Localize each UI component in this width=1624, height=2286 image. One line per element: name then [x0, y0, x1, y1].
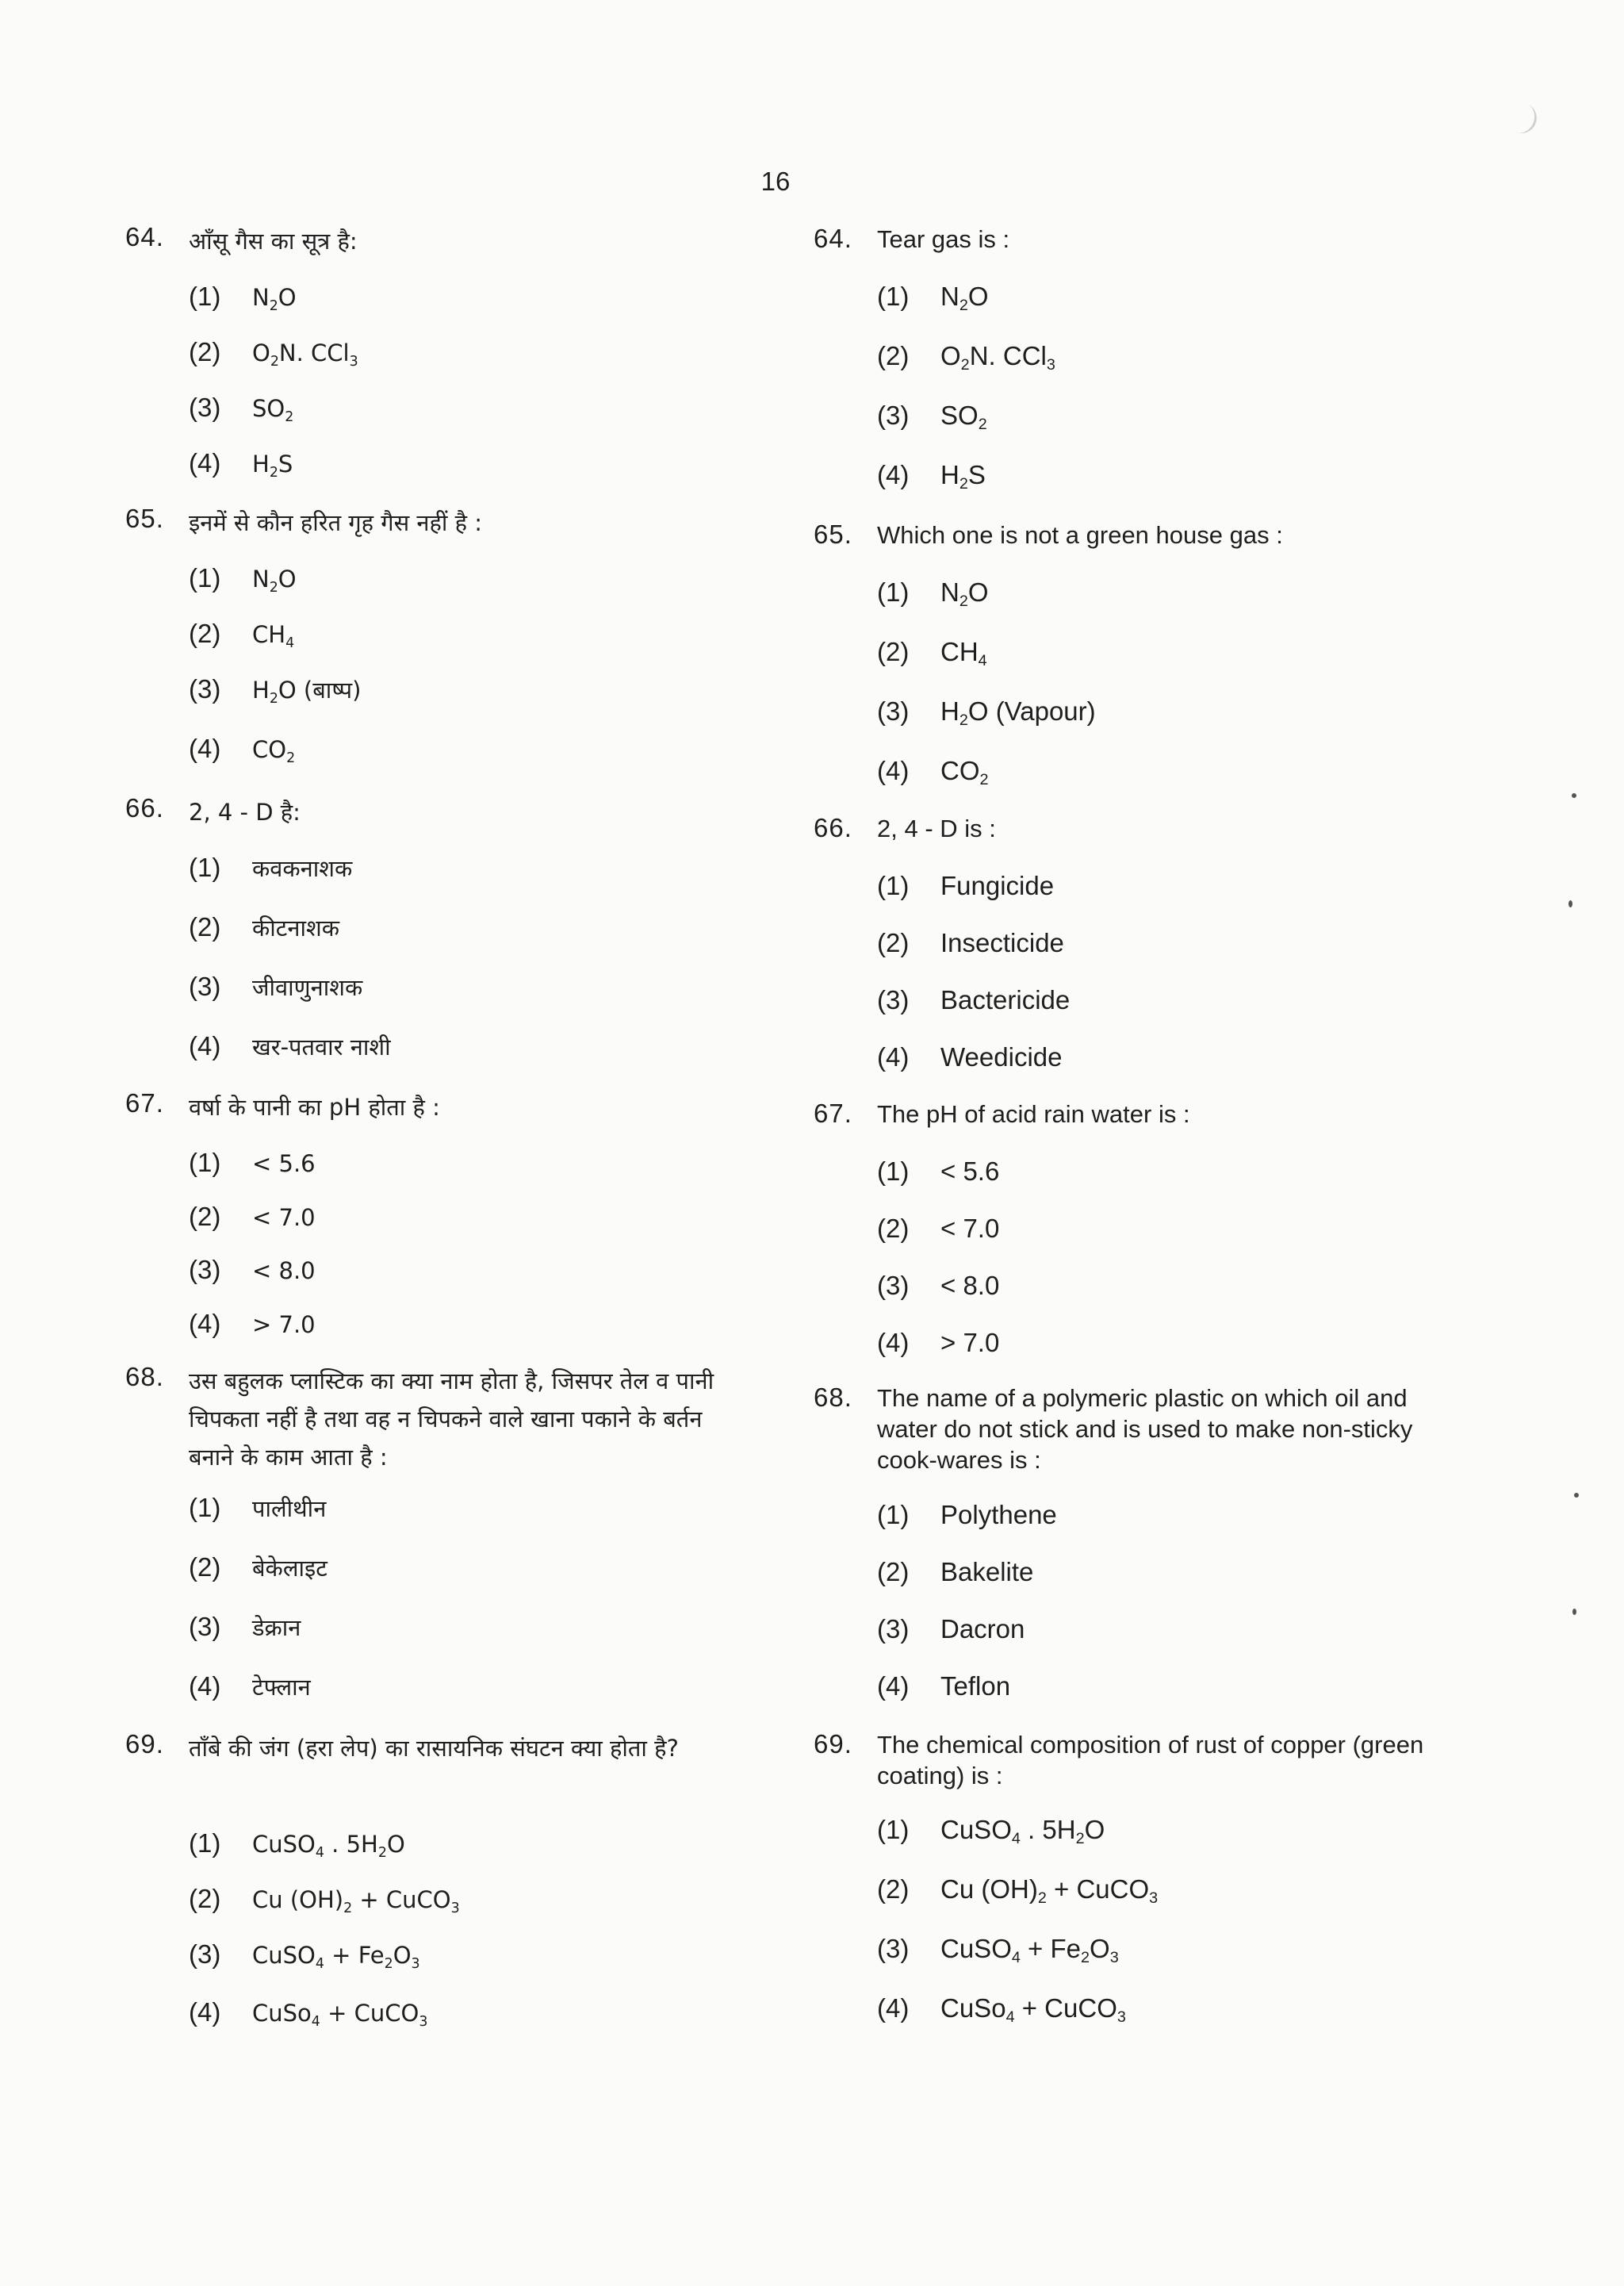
option-number: (3) — [877, 985, 910, 1015]
question-number: 66. — [814, 813, 852, 842]
option-2 — [189, 619, 294, 649]
question-67-hindi — [125, 1088, 728, 1338]
option-number: (2) — [877, 637, 910, 666]
option-4 — [189, 734, 295, 764]
option-1 — [189, 282, 297, 312]
option-text: Weedicide — [940, 1042, 1063, 1072]
option-2 — [877, 1557, 1033, 1587]
option-number: (4) — [189, 1997, 221, 2027]
option-number: (1) — [189, 1828, 221, 1858]
question-number: 68. — [125, 1362, 164, 1391]
option-text: < 5.6 — [940, 1156, 1000, 1186]
option-1 — [877, 1156, 999, 1187]
question-text: 2, 4 - D is : — [877, 815, 996, 842]
option-text: $O_2N$. CCl$_3$ — [252, 339, 358, 370]
option-number: (2) — [189, 337, 221, 366]
option-number: (2) — [877, 1214, 910, 1243]
option-number: (3) — [877, 696, 910, 726]
question-64-hindi — [125, 222, 728, 481]
option-number: (2) — [189, 1884, 221, 1913]
option-1 — [877, 871, 1054, 901]
question-68-hindi — [125, 1362, 728, 1701]
option-3 — [189, 393, 293, 423]
option-text: कीटनाशक — [252, 915, 339, 942]
question-number: 65. — [814, 520, 852, 549]
option-number: (4) — [189, 1031, 221, 1061]
option-text: > 7.0 — [940, 1328, 1000, 1357]
option-text: < 8.0 — [252, 1257, 316, 1284]
option-text: CuSo$_4$ + CuCO$_3$ — [940, 1993, 1126, 2026]
option-text: $N_2O$ — [252, 284, 297, 314]
option-1 — [877, 1500, 1057, 1530]
option-number: (2) — [877, 928, 910, 957]
option-3 — [877, 696, 1096, 727]
question-number: 69. — [125, 1729, 164, 1759]
question-number: 66. — [125, 793, 164, 823]
option-number: (2) — [189, 1552, 221, 1582]
option-3 — [877, 985, 1070, 1015]
option-number: (1) — [877, 282, 910, 311]
option-1 — [189, 563, 297, 596]
option-number: (3) — [877, 1614, 910, 1644]
option-text: Polythene — [940, 1500, 1057, 1529]
option-text: जीवाणुनाशक — [252, 974, 363, 1001]
question-text: The chemical composition of rust of copper (green coating) is : — [877, 1731, 1424, 1789]
option-text: $H_2S$ — [252, 451, 293, 481]
option-text: < 8.0 — [940, 1271, 1000, 1300]
option-number: (4) — [877, 1671, 910, 1701]
option-number: (4) — [189, 1671, 221, 1701]
option-number: (2) — [189, 619, 221, 648]
page-curl-mark — [1498, 97, 1541, 138]
option-text: $CO_2$ — [252, 736, 296, 766]
option-number: (3) — [877, 1934, 910, 1963]
question-text: Which one is not a green house gas : — [877, 521, 1283, 549]
option-text: < 5.6 — [252, 1150, 316, 1177]
question-text: आँसू गैस का सूत्र है: — [189, 228, 358, 255]
option-text: $H_2O$ (बाष्प) — [252, 677, 362, 707]
question-69-english — [814, 1729, 1432, 2026]
option-number: (1) — [189, 1148, 221, 1177]
option-text: Cu $(OH)_2$ + CuCO$_3$ — [252, 1886, 460, 1916]
option-number: (3) — [189, 972, 221, 1001]
option-text: $CO_2$ — [940, 756, 989, 788]
question-number: 69. — [814, 1729, 852, 1759]
option-number: (1) — [189, 853, 221, 882]
option-number: (4) — [877, 1993, 910, 2023]
option-4 — [877, 460, 986, 493]
option-text: खर-पतवार नाशी — [252, 1034, 391, 1061]
option-text: CuSO$_4$ . $5H_2O$ — [252, 1831, 405, 1861]
option-3 — [877, 401, 987, 431]
option-text: < 7.0 — [940, 1214, 1000, 1243]
question-text: ताँबे की जंग (हरा लेप) का रासायनिक संघटन क्या होता है? — [189, 1735, 679, 1762]
option-2 — [189, 1884, 460, 1914]
option-text: Cu $(OH)_2$ + CuCO$_3$ — [940, 1874, 1159, 1907]
question-66-english — [814, 813, 1432, 1072]
option-number: (4) — [189, 1309, 221, 1338]
question-text: उस बहुलक प्लास्टिक का क्या नाम होता है, जिसपर तेल व पानी चिपकता नहीं है तथा वह न चिपकने वाले खाना पकाने के बर्तन बनाने के काम आता है : — [189, 1367, 714, 1471]
option-text: Insecticide — [940, 928, 1064, 957]
option-number: (4) — [877, 756, 910, 785]
option-4 — [877, 1328, 999, 1358]
option-4 — [877, 1993, 1126, 2026]
question-text: The pH of acid rain water is : — [877, 1100, 1190, 1128]
option-2 — [877, 341, 1055, 374]
option-text: CuSO$_4$ + $Fe_2O_3$ — [252, 1942, 420, 1972]
question-69-hindi — [125, 1729, 728, 2030]
question-64-english — [814, 224, 1432, 493]
option-4 — [877, 756, 989, 786]
option-number: (2) — [877, 341, 910, 370]
option-text: $O_2N$. CCl$_3$ — [940, 341, 1055, 374]
option-text: CuSO$_4$ + $Fe_2O_3$ — [940, 1934, 1119, 1966]
option-2 — [877, 1214, 999, 1244]
option-3 — [189, 1939, 420, 1970]
option-3 — [877, 1934, 1119, 1964]
question-number: 64. — [814, 224, 852, 253]
scan-speck — [1572, 1609, 1576, 1615]
option-3 — [189, 1612, 301, 1643]
option-text: $H_2S$ — [940, 460, 986, 493]
option-text: Teflon — [940, 1671, 1011, 1701]
question-text: Tear gas is : — [877, 225, 1010, 253]
question-text: 2, 4 - D है: — [189, 799, 301, 826]
option-number: (1) — [877, 1500, 910, 1529]
option-text: Dacron — [940, 1614, 1025, 1644]
option-number: (1) — [877, 1815, 910, 1844]
option-4 — [877, 1042, 1062, 1072]
option-text: डेक्रान — [252, 1614, 301, 1641]
option-number: (4) — [189, 448, 221, 478]
option-text: CuSO$_4$ . $5H_2O$ — [940, 1815, 1105, 1847]
option-2 — [877, 928, 1064, 958]
option-2 — [189, 1202, 316, 1232]
option-4 — [189, 1031, 391, 1062]
option-1 — [877, 577, 989, 608]
option-number: (4) — [877, 1328, 910, 1357]
option-text: CuSo$_4$ + CuCO$_3$ — [252, 2000, 428, 2030]
question-number: 67. — [814, 1099, 852, 1128]
option-text: $CH_4$ — [252, 621, 295, 651]
option-text: > 7.0 — [252, 1311, 316, 1338]
option-text: $H_2O$ (Vapour) — [940, 696, 1096, 729]
question-text: इनमें से कौन हरित गृह गैस नहीं है : — [189, 509, 483, 536]
option-1 — [189, 1493, 326, 1524]
option-1 — [189, 1828, 405, 1861]
option-3 — [189, 674, 361, 705]
option-text: < 7.0 — [252, 1204, 316, 1231]
question-66-hindi — [125, 793, 728, 1061]
option-1 — [189, 853, 352, 884]
option-text: $CH_4$ — [940, 637, 987, 669]
option-text: $N_2O$ — [252, 566, 297, 596]
scan-speck — [1574, 1493, 1579, 1498]
option-text: Bactericide — [940, 985, 1071, 1015]
question-68-english — [814, 1383, 1432, 1701]
option-number: (4) — [877, 460, 910, 489]
option-3 — [189, 972, 362, 1003]
option-text: Fungicide — [940, 871, 1055, 900]
option-number: (3) — [189, 1939, 221, 1969]
option-text: Bakelite — [940, 1557, 1034, 1586]
option-1 — [877, 282, 989, 312]
question-text: वर्षा के पानी का pH होता है : — [189, 1094, 440, 1121]
option-3 — [189, 1255, 316, 1285]
question-number: 68. — [814, 1383, 852, 1412]
option-4 — [189, 1671, 311, 1702]
option-1 — [189, 1148, 316, 1178]
option-2 — [189, 1552, 327, 1583]
option-number: (3) — [877, 1271, 910, 1300]
option-4 — [189, 1309, 316, 1339]
option-text: कवकनाशक — [252, 855, 353, 882]
option-text: $N_2O$ — [940, 282, 989, 314]
option-2 — [189, 337, 358, 370]
option-text: बेकेलाइट — [252, 1555, 327, 1582]
option-number: (1) — [189, 282, 221, 311]
option-text: पालीथीन — [252, 1495, 327, 1522]
option-text: टेफ्लान — [252, 1674, 311, 1701]
question-text: The name of a polymeric plastic on which oil and water do not stick and is used to make non-sticky cook-wares is : — [877, 1384, 1413, 1474]
option-text: $SO_2$ — [940, 401, 987, 433]
option-number: (1) — [189, 563, 221, 593]
option-text: $N_2O$ — [940, 577, 989, 610]
question-number: 64. — [125, 222, 164, 251]
option-3 — [877, 1271, 999, 1301]
option-number: (3) — [189, 1612, 221, 1641]
option-number: (1) — [189, 1493, 221, 1522]
scan-speck — [1572, 793, 1576, 798]
option-number: (2) — [877, 1557, 910, 1586]
option-4 — [877, 1671, 1010, 1701]
scan-speck — [1568, 900, 1572, 907]
option-1 — [877, 1815, 1105, 1845]
question-number: 67. — [125, 1088, 164, 1118]
option-4 — [189, 1997, 428, 2030]
option-3 — [877, 1614, 1025, 1644]
option-number: (1) — [877, 871, 910, 900]
question-65-hindi — [125, 504, 728, 766]
option-2 — [189, 912, 339, 943]
option-number: (2) — [189, 1202, 221, 1231]
question-65-english — [814, 520, 1432, 788]
option-number: (2) — [189, 912, 221, 942]
option-number: (3) — [877, 401, 910, 430]
option-number: (1) — [877, 577, 910, 607]
option-2 — [877, 637, 987, 667]
option-number: (4) — [877, 1042, 910, 1072]
page-number: 16 — [760, 167, 791, 196]
question-number: 65. — [125, 504, 164, 533]
question-67-english — [814, 1099, 1432, 1357]
option-number: (3) — [189, 393, 221, 422]
option-2 — [877, 1874, 1159, 1907]
option-number: (4) — [189, 734, 221, 763]
option-number: (3) — [189, 1255, 221, 1284]
option-number: (3) — [189, 674, 221, 704]
option-number: (2) — [877, 1874, 910, 1904]
option-4 — [189, 448, 293, 481]
option-text: $SO_2$ — [252, 395, 294, 425]
option-number: (1) — [877, 1156, 910, 1186]
